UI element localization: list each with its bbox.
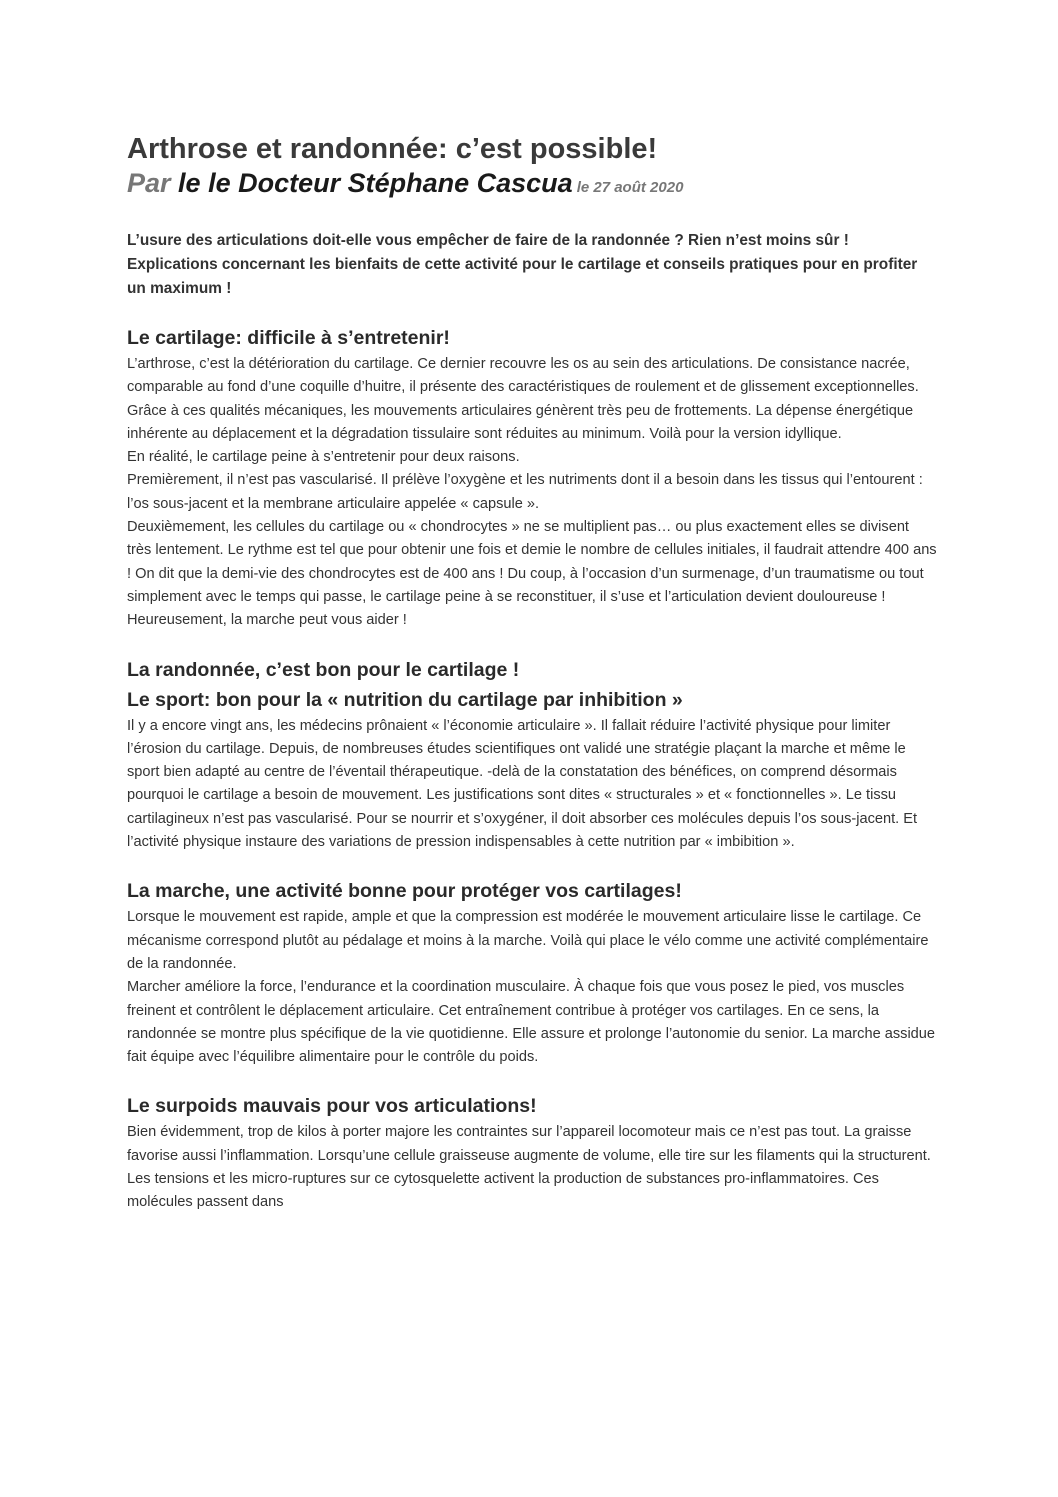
byline-author: le le Docteur Stéphane Cascua [170, 168, 573, 198]
article-section [127, 1091, 937, 1214]
section-heading: La marche, une activité bonne pour protéger vos cartilages! [127, 880, 682, 903]
article-body [127, 323, 937, 1215]
article-section [127, 323, 937, 633]
section-paragraph: Lorsque le mouvement est rapide, ample et que la compression est modérée le mouvement articulaire lisse le cartilage. Ce mécanisme correspond plutôt au pédalage et moins à la marche. Voilà qui place le vélo comme une activité complémentaire de la randonnée. [127, 909, 929, 972]
section-heading: La randonnée, c’est bon pour le cartilage ! [127, 658, 520, 681]
byline-par: Par [127, 168, 171, 198]
section-subheading: Le sport: bon pour la « nutrition du cartilage par inhibition » [127, 688, 683, 711]
article-title: Arthrose et randonnée: c’est possible! [127, 133, 658, 165]
document-page [127, 132, 937, 1237]
section-paragraph: Marcher améliore la force, l’endurance et la coordination musculaire. À chaque fois que vous posez le pied, vos muscles freinent et contrôlent le déplacement articulaire. Cet entraînement contribue à protéger vos cartilages. En ce sens, la randonnée se montre plus spécifique de la vie quotidienne. Elle assure et prolonge l’autonomie du senior. La marche assidue fait équipe avec l’équilibre alimentaire pour le contrôle du poids. [127, 979, 936, 1066]
section-paragraph: Il y a encore vingt ans, les médecins prônaient « l’économie articulaire ». Il fallait réduire l’activité physique pour limiter l’érosion du cartilage. Depuis, de nombreuses études scientifiques ont validé une stratégie plaçant la marche et même le sport bien adapté au centre de l’éventail thérapeutique. -delà de la constatation des bénéfices, on comprend désormais pourquoi le cartilage a besoin de mouvement. Les justifications sont dites « structurales » et « fonctionnelles ». Le tissu cartilagineux n’est pas vascularisé. Pour se nourrir et s’oxygéner, il doit absorber ces molécules depuis l’os sous-jacent. Et l’activité physique instaure des variations de pression indispensables à cette nutrition par « imbibition ». [127, 717, 918, 851]
section-heading: Le surpoids mauvais pour vos articulations! [127, 1095, 537, 1118]
section-paragraph: Deuxièmement, les cellules du cartilage ou « chondrocytes » ne se multiplient pas… ou plus exactement elles se divisent très lentement. Le rythme est tel que pour obtenir une fois et demie le nombre de cellules initiales, il faudrait attendre 400 ans ! On dit que la demi-vie des chondrocytes est de 400 ans ! Du coup, à l’occasion d’un surmenage, d’un traumatisme ou tout simplement avec le temps qui passe, le cartilage peine à se reconstituer, il s’use et l’articulation devient douloureuse ! [127, 519, 937, 605]
section-paragraph: Premièrement, il n’est pas vascularisé. Il prélève l’oxygène et les nutriments dont il a besoin dans les tissus qui l’entourent : l’os sous-jacent et la membrane articulaire appelée « capsule ». [127, 472, 923, 512]
section-paragraph: Heureusement, la marche peut vous aider ! [127, 612, 407, 629]
section-paragraph: L’arthrose, c’est la détérioration du cartilage. Ce dernier recouvre les os au sein des articulations. De consistance nacrée, comparable au fond d’une coquille d’huitre, il présente des caractéristiques de roulement et de glissement exceptionnelles. Grâce à ces qualités mécaniques, les mouvements articulaires génèrent très peu de frottements. La dépense énergétique inhérente au déplacement et la dégradation tissulaire sont réduites au minimum. Voilà pour la version idyllique. [127, 356, 919, 442]
byline-date: le 27 août 2020 [576, 179, 684, 196]
article-lead: L’usure des articulations doit-elle vous empêcher de faire de la randonnée ? Rien n’est moins sûr ! Explications concernant les bienfaits de cette activité pour le cartilage et conseils pratiques pour en profiter un maximum ! [127, 232, 918, 297]
article-section [127, 655, 937, 855]
article-byline [127, 166, 937, 205]
article-section [127, 876, 937, 1069]
section-paragraph: Bien évidemment, trop de kilos à porter majore les contraintes sur l’appareil locomoteur mais ce n’est pas tout. La graisse favorise aussi l’inflammation. Lorsqu’une cellule graisseuse augmente de volume, elle tire sur les filaments qui la structurent. Les tensions et les micro-ruptures sur ce cytosquelette activent la production de substances pro-inflammatoires. Ces molécules passent dans [127, 1124, 931, 1211]
section-heading: Le cartilage: difficile à s’entretenir! [127, 327, 450, 349]
section-paragraph: En réalité, le cartilage peine à s’entretenir pour deux raisons. [127, 449, 520, 466]
